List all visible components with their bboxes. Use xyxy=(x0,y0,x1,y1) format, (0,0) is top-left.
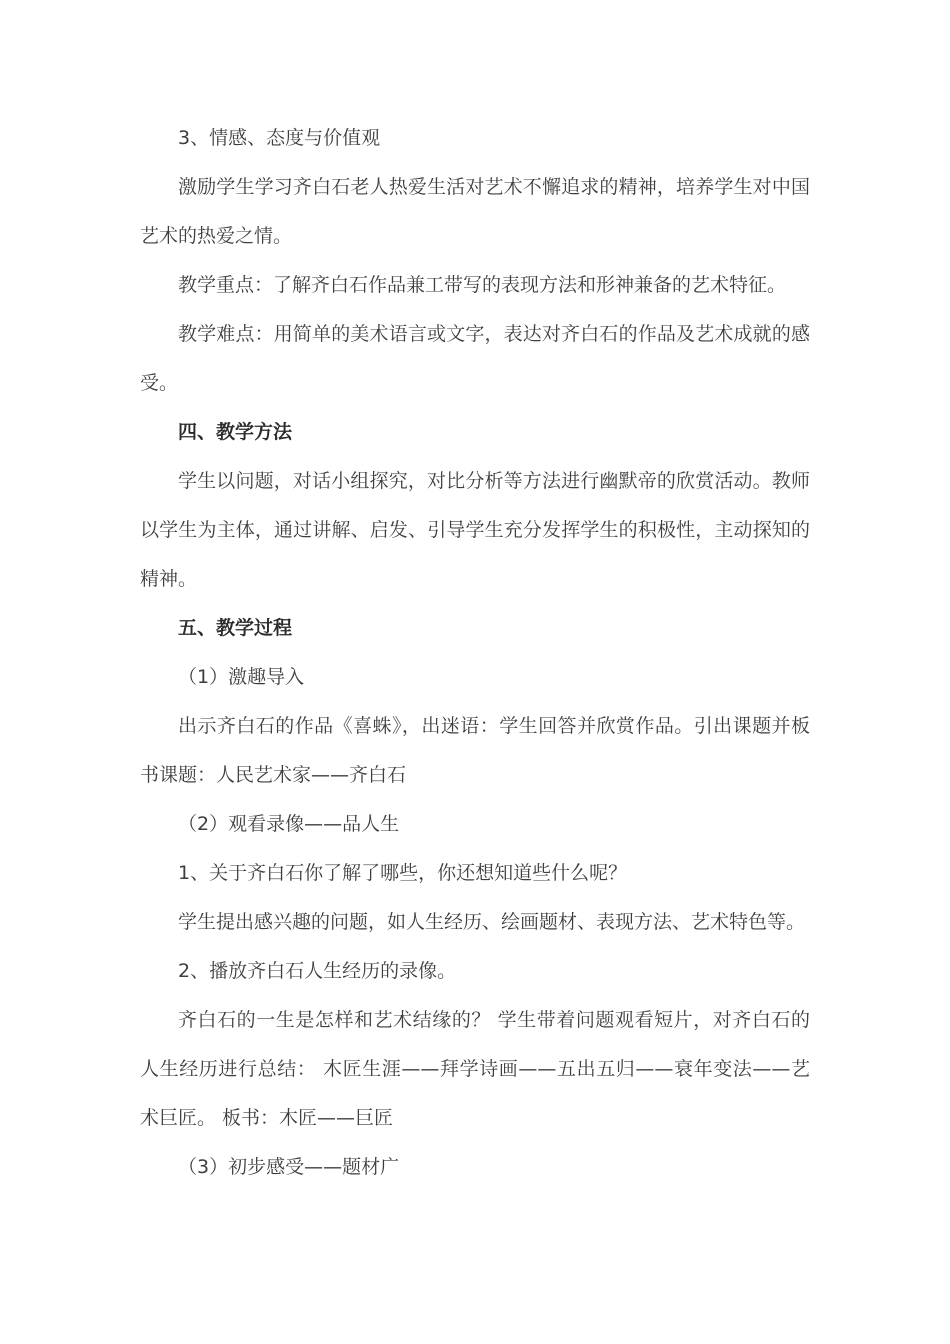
paragraph: 四、教学方法 xyxy=(178,421,293,443)
paragraph: （3）初步感受——题材广 xyxy=(178,1156,400,1178)
paragraph: 齐白石的一生是怎样和艺术结缘的？ 学生带着问题观看短片，对齐白石的人生经历进行总结： 木匠生涯——拜学诗画——五出五归——衰年变法——艺术巨匠。 板书：木匠——巨匠 xyxy=(140,1009,810,1129)
paragraph: （1）激趣导入 xyxy=(178,666,305,688)
paragraph: 3、情感、态度与价值观 xyxy=(178,127,381,149)
paragraph: 激励学生学习齐白石老人热爱生活对艺术不懈追求的精神，培养学生对中国艺术的热爱之情。 xyxy=(140,176,810,247)
paragraph: 学生以问题，对话小组探究，对比分析等方法进行幽默帝的欣赏活动。教师以学生为主体，通过讲解、启发、引导学生充分发挥学生的积极性，主动探知的精神。 xyxy=(140,470,810,590)
paragraph: 五、教学过程 xyxy=(178,617,293,639)
paragraph: 2、播放齐白石人生经历的录像。 xyxy=(178,960,457,982)
paragraph: 教学难点：用简单的美术语言或文字，表达对齐白石的作品及艺术成就的感受。 xyxy=(140,323,810,394)
paragraph: 1、关于齐白石你了解了哪些，你还想知道些什么呢？ xyxy=(178,862,628,884)
paragraph: 学生提出感兴趣的问题，如人生经历、绘画题材、表现方法、艺术特色等。 xyxy=(178,911,806,933)
paragraph: 出示齐白石的作品《喜蛛》，出迷语：学生回答并欣赏作品。引出课题并板书课题：人民艺术家——齐白石 xyxy=(140,715,810,786)
document-body xyxy=(140,114,810,1192)
paragraph: 教学重点：了解齐白石作品兼工带写的表现方法和形神兼备的艺术特征。 xyxy=(178,274,787,296)
paragraph: （2）观看录像——品人生 xyxy=(178,813,400,835)
